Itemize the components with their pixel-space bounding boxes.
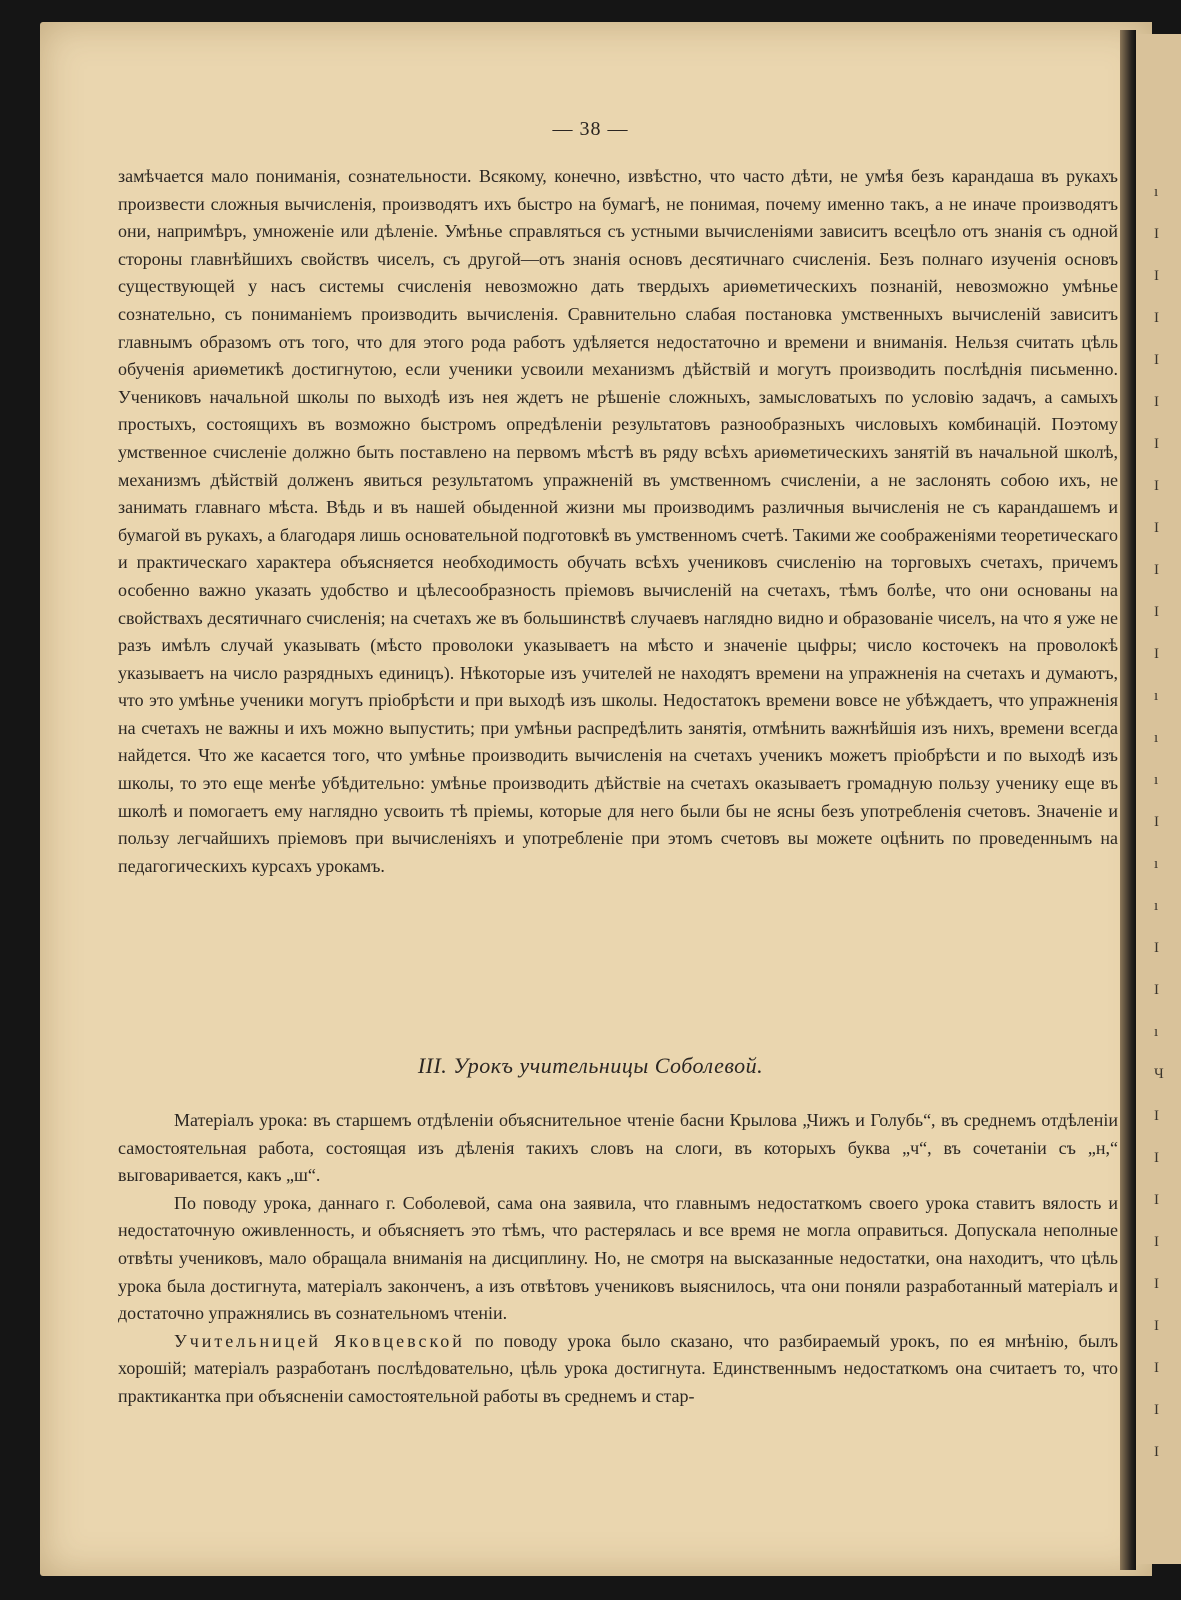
- spaced-name: Учительницей Яковцевской: [174, 1330, 465, 1351]
- adjacent-page-glyph: I: [1154, 226, 1159, 242]
- adjacent-page-glyph: ı: [1154, 772, 1159, 788]
- adjacent-page-glyph: I: [1154, 520, 1159, 536]
- adjacent-page-glyph: I: [1154, 646, 1159, 662]
- adjacent-page-glyph: I: [1154, 1360, 1159, 1376]
- adjacent-page-glyph: ı: [1154, 184, 1159, 200]
- adjacent-page-glyph: I: [1154, 268, 1159, 284]
- adjacent-page-glyph: ı: [1154, 730, 1159, 746]
- adjacent-page-glyph: Ч: [1154, 1066, 1164, 1082]
- adjacent-page-glyph: I: [1154, 604, 1159, 620]
- adjacent-page-glyph: I: [1154, 1444, 1159, 1460]
- main-body: [118, 163, 1118, 880]
- section-heading: III. Урокъ учительницы Соболевой.: [417, 1053, 764, 1078]
- paragraph-text: по поводу урока было сказано, что разбираемый урокъ, по ея мнѣнію, былъ хорошій; матеріалъ разработанъ послѣдовательно, цѣль урока достигнута. Единственнымъ недостаткомъ она считаетъ то, что практикантка при объясненіи самостоятельной работы въ среднемъ и стар-: [118, 1330, 1118, 1406]
- paragraph: Матеріалъ урока: въ старшемъ отдѣленіи объяснительное чтеніе басни Крылова „Чижъ и Голубь“, въ среднемъ отдѣленіи самостоятельная работа, состоящая изъ дѣленія такихъ словъ на слоги, въ которыхъ буква „ч“, въ сочетаніи съ „н,“ выговаривается, какъ „ш“.: [118, 1110, 1118, 1186]
- adjacent-page-glyph: I: [1154, 1276, 1159, 1292]
- adjacent-page-glyph: I: [1154, 1234, 1159, 1250]
- paragraph: [118, 1328, 1118, 1411]
- adjacent-page-glyph: I: [1154, 562, 1159, 578]
- adjacent-page-glyph: ı: [1154, 688, 1159, 704]
- adjacent-page-glyph: I: [1154, 1108, 1159, 1124]
- adjacent-page-glyph: I: [1154, 394, 1159, 410]
- adjacent-page-glyph: ı: [1154, 1024, 1159, 1040]
- adjacent-page-glyph: I: [1154, 1318, 1159, 1334]
- paragraph: По поводу урока, даннаго г. Соболевой, сама она заявила, что главнымъ недостаткомъ своего урока ставитъ вялость и недостаточную оживленность, и объясняетъ это тѣмъ, что растерялась и все время не могла оправиться. Допускала неполные отвѣты учениковъ, мало обращала вниманія на дисциплину. Но, не смотря на высказанные недостатки, она находитъ, что цѣль урока была достигнута, матеріалъ законченъ, а изъ отвѣтовъ учениковъ выяснилось, чта они поняли разработанный матеріалъ и достаточно упражнялись въ сознательномъ чтеніи.: [118, 1192, 1118, 1324]
- adjacent-page-glyph: I: [1154, 352, 1159, 368]
- adjacent-page-glyph: ı: [1154, 898, 1159, 914]
- adjacent-page-glyph: I: [1154, 436, 1159, 452]
- adjacent-page-glyph: I: [1154, 310, 1159, 326]
- adjacent-page-glyph: I: [1154, 1402, 1159, 1418]
- adjacent-page-glyph: I: [1154, 940, 1159, 956]
- adjacent-page-edge: [1136, 34, 1181, 1564]
- section-body: [118, 1107, 1118, 1411]
- adjacent-page-glyph: I: [1154, 478, 1159, 494]
- paragraph: замѣчается мало пониманія, сознательности. Всякому, конечно, извѣстно, что часто дѣти, не умѣя безъ карандаша въ рукахъ произвести сложныя вычисленія, производятъ ихъ быстро на бумагѣ, не понимая, почему именно такъ, а не иначе производятъ они, напримѣръ, умноженіе или дѣленіе. Умѣнье справляться съ устными вычисленіями зависитъ всецѣло отъ знанія съ одной стороны главнѣйшихъ свойствъ чиселъ, съ другой—отъ знанія основъ десятичнаго счисленія. Безъ полнаго изученія основъ существующей у насъ системы счисленія невозможно дать твердыхъ ариѳметическихъ познаній, невозможно умѣнье сознательно, съ пониманіемъ производить вычисленія. Сравнительно слабая постановка умственныхъ вычисленій зависитъ главнымъ образомъ отъ того, что для этого рода работъ удѣляется недостаточно и времени и вниманія. Нельзя считать цѣль обученія ариѳметикѣ достигнутою, если ученики усвоили механизмъ дѣйствій и могутъ производить послѣднія письменно. Учениковъ начальной школы по выходѣ изъ нея ждетъ не рѣшеніе сложныхъ, замысловатыхъ по условію задачъ, а самыхъ простыхъ, состоящихъ въ возможно быстромъ опредѣленіи результатовъ разнообразныхъ числовыхъ комбинацій. Поэтому умственное счисленіе должно быть поставлено на первомъ мѣстѣ въ ряду всѣхъ ариѳметическихъ занятій въ начальной школѣ, механизмъ дѣйствій долженъ явиться результатомъ упражненій въ умственномъ счисленіи, а не заслонять собою ихъ, не занимать главнаго мѣста. Вѣдь и въ нашей обыденной жизни мы производимъ различныя вычисленія не съ карандашемъ и бумагой въ рукахъ, а благодаря лишь основательной подготовкѣ въ умственномъ счетѣ. Такими же соображеніями теоретическаго и практическаго характера объясняется необходимость обучать всѣхъ учениковъ счисленію на торговыхъ счетахъ, причемъ особенно важно указать удобство и цѣлесообразность пріемовъ вычисленій на счетахъ, тѣмъ болѣе, что они основаны на свойствахъ десятичнаго счисленія; на счетахъ же въ большинствѣ случаевъ наглядно видно и образованіе чиселъ, на что я уже не разъ имѣлъ случай указывать (мѣсто проволоки указываетъ на мѣсто и значеніе цыфры; число косточекъ на проволокѣ указываетъ на число разрядныхъ единицъ). Нѣкоторые изъ учителей не находятъ времени на упражненія на счетахъ и думаютъ, что это умѣнье ученики могутъ пріобрѣсти и при выходѣ изъ школы. Недостатокъ времени вовсе не убѣждаетъ, что упражненія на счетахъ не важны и ихъ можно выпустить; при умѣньи распредѣлить занятія, отмѣнить важнѣйшія изъ нихъ, времени всегда найдется. Что же касается того, что умѣнье производить вычисленія на счетахъ ученикъ можетъ пріобрѣсти и по выходѣ изъ школы, то это еще менѣе убѣдительно: умѣнье производить дѣйствіе на счетахъ оказываетъ громадную пользу ученику еще въ школѣ и помогаетъ ему наглядно усвоить тѣ пріемы, которые для него были бы не ясны безъ употребленія счетовъ. Значеніе и пользу легчайшихъ пріемовъ при вычисленіяхъ и употребленіе при этомъ счетовъ вы можете оцѣнить по проведеннымъ на педагогическихъ курсахъ урокамъ.: [118, 166, 1118, 876]
- adjacent-page-glyph: I: [1154, 1192, 1159, 1208]
- page-gutter-shadow: [1120, 30, 1136, 1570]
- adjacent-page-glyph: I: [1154, 982, 1159, 998]
- adjacent-page-glyph: I: [1154, 1150, 1159, 1166]
- page-number: — 38 —: [552, 118, 629, 140]
- adjacent-page-glyph: ı: [1154, 856, 1159, 872]
- adjacent-page-glyph: I: [1154, 814, 1159, 830]
